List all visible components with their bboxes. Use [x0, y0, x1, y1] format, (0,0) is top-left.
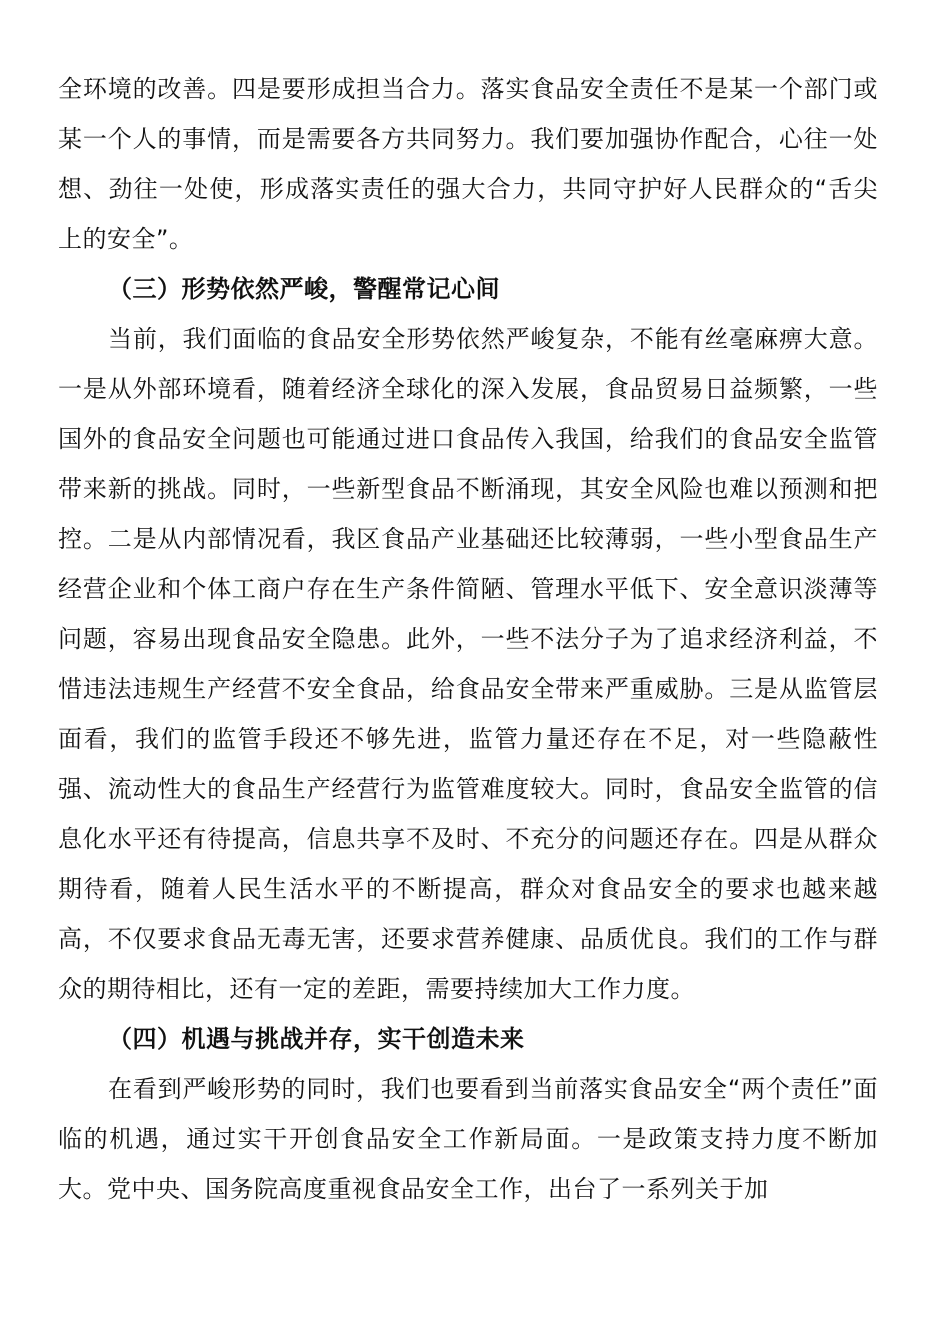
section-heading-3: （三）形势依然严峻，警醒常记心间 — [108, 275, 500, 303]
section-heading-4: （四）机遇与挑战并存，实干创造未来 — [108, 1025, 525, 1053]
paragraph-severe-situation: 当前，我们面临的食品安全形势依然严峻复杂，不能有丝毫麻痹大意。一是从外部环境看，随着经济全球化的深入发展，食品贸易日益频繁，一些国外的食品安全问题也可能通过进口食品传入我国，给我们的食品安全监管带来新的挑战。同时，一些新型食品不断涌现，其安全风险也难以预测和把控。二是从内部情况看，我区食品产业基础还比较薄弱，一些小型食品生产经营企业和个体工商户存在生产条件简陋、管理水平低下、安全意识淡薄等问题，容易出现食品安全隐患。此外，一些不法分子为了追求经济利益，不惜违法违规生产经营不安全食品，给食品安全带来严重威胁。三是从监管层面看，我们的监管手段还不够先进，监管力量还存在不足，对一些隐蔽性强、流动性大的食品生产经营行为监管难度较大。同时，食品安全监管的信息化水平还有待提高，信息共享不及时、不充分的问题还存在。四是从群众期待看，随着人民生活水平的不断提高，群众对食品安全的要求也越来越高，不仅要求食品无毒无害，还要求营养健康、品质优良。我们的工作与群众的期待相比，还有一定的差距，需要持续加大工作力度。 — [58, 325, 878, 1003]
paragraph-opportunities: 在看到严峻形势的同时，我们也要看到当前落实食品安全“两个责任”面临的机遇，通过实干开创食品安全工作新局面。一是政策支持力度不断加大。党中央、国务院高度重视食品安全工作，出台了一系列关于加 — [58, 1075, 878, 1203]
document-page — [58, 64, 878, 1214]
paragraph-responsibility-synergy: 全环境的改善。四是要形成担当合力。落实食品安全责任不是某一个部门或某一个人的事情，而是需要各方共同努力。我们要加强协作配合，心往一处想、劲往一处使，形成落实责任的强大合力，共同守护好人民群众的“舌尖上的安全”。 — [58, 75, 878, 253]
